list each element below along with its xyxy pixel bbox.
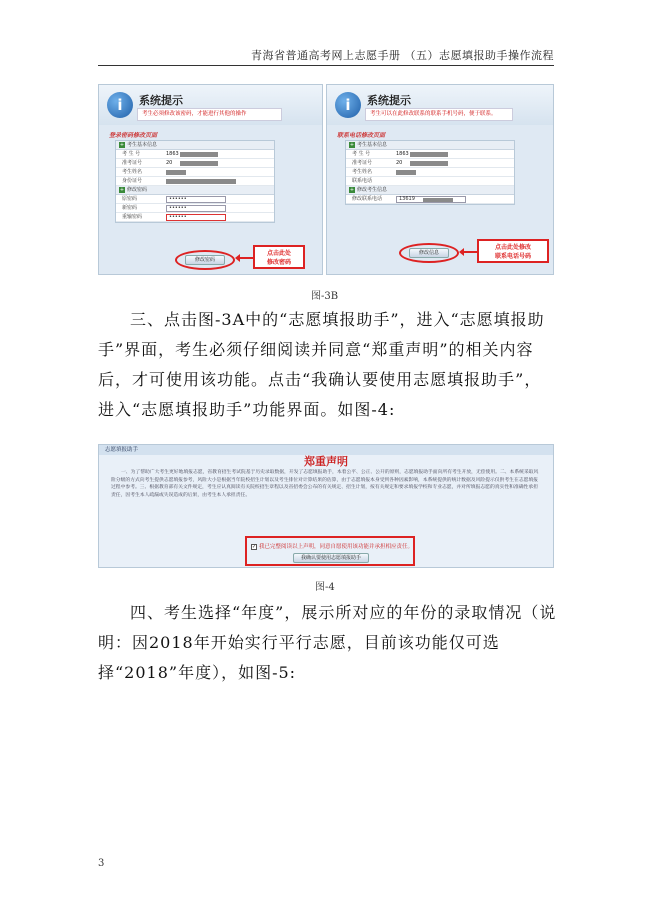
callout-change-phone: 点击此处修改 联系电话号码 <box>477 239 549 263</box>
page-heading: 登录密码修改页面 <box>109 132 158 139</box>
section-edit-info: + 修改考生信息 <box>346 186 514 195</box>
redacted-block <box>410 161 448 166</box>
redacted-block <box>166 179 236 184</box>
system-notice-bar <box>99 85 322 125</box>
new-password-input[interactable]: •••••• <box>166 205 226 212</box>
info-row: 考生姓名 <box>346 168 514 177</box>
system-notice-bar <box>327 85 553 125</box>
info-row: 身份证号 <box>116 177 274 186</box>
redacted-block <box>180 161 218 166</box>
highlight-ellipse <box>175 250 235 270</box>
info-icon: i <box>107 92 133 118</box>
checkbox[interactable]: ✓ <box>252 543 257 550</box>
figure-4 <box>98 444 554 568</box>
password-row: 原密码 •••••• <box>116 195 274 204</box>
page-heading: 联系电话修改页面 <box>337 132 386 139</box>
info-icon: i <box>335 92 361 118</box>
figure-3b <box>98 84 554 275</box>
redacted-block <box>180 152 218 157</box>
section-password: + 修改密码 <box>116 186 274 195</box>
expand-icon: + <box>349 141 355 148</box>
highlight-ellipse <box>399 243 459 263</box>
section-basic-info: + 考生基本信息 <box>116 141 274 150</box>
paragraph-step-3: 三、点击图-3A中的“志愿填报助手”，进入“志愿填报助手”界面，考生必须仔细阅读并同意“郑重声明”的相关内容后，才可使用该功能。点击“我确认要使用志愿填报助手”，进入“志愿填报助手”功能界面。如图-4: <box>98 310 545 419</box>
info-row: 考 生 号 1863 <box>116 150 274 159</box>
info-row: 联系电话 <box>346 177 514 186</box>
arrow-icon <box>463 251 477 253</box>
old-password-input[interactable]: •••••• <box>166 196 226 203</box>
confirm-password-input[interactable]: •••••• <box>166 214 226 221</box>
figure-4-caption: 图-4 <box>315 582 335 593</box>
password-row: 新密码 •••••• <box>116 204 274 213</box>
figure-3b-caption: 图-3B <box>311 291 339 302</box>
redacted-block <box>410 152 448 157</box>
declaration-body: 一、为了帮助广大考生更好地填报志愿，省教育招生考试院基于历史录取数据，开发了志愿填报助手，本着公平、公正、公开的原则，志愿填报助手面向所有考生开放，无偿使用。二、本系统采取风险分级的方式向考生提供志愿填报参考，风险大小是根据当年院校招生计划以及考生排位对计算结果的估算，由于志愿填报本身受到各种因素影响，本系统提供的统计数据及风险提示仅供考生在志愿填报过程中参考。三、根据教育部有关文件规定，考生应认真阅读有关院校招生章程以及省招委会公布的有关规定、招生计划，按有关规定和要求填报学校和专业志愿，并对所填报志愿的真实性和准确性承担责任，因考生本人疏漏或失误造成的后果，由考生本人承担责任。 <box>111 470 539 498</box>
page-header <box>98 44 554 66</box>
callout-change-password: 点击此处 修改密码 <box>253 245 305 269</box>
system-notice-title: 系统提示 <box>139 94 183 107</box>
password-form <box>115 140 275 223</box>
change-info-button[interactable]: 修改信息 <box>409 248 449 258</box>
system-notice-title: 系统提示 <box>367 94 411 107</box>
phone-change-screenshot <box>326 84 554 275</box>
helper-tab[interactable]: 志愿填报助手 <box>99 445 553 455</box>
expand-icon: + <box>119 141 125 148</box>
system-notice-message: 考生必须修改该密码，才能进行其他的操作 <box>137 108 282 121</box>
password-row: 重输密码 •••••• <box>116 213 274 222</box>
info-row: 考 生 号 1863 <box>346 150 514 159</box>
info-row: 准考证号 20 <box>116 159 274 168</box>
phone-input[interactable]: 13619 <box>396 196 466 203</box>
redacted-block <box>396 170 416 175</box>
info-row: 准考证号 20 <box>346 159 514 168</box>
header-title: 青海省普通高考网上志愿手册 （五）志愿填报助手操作流程 <box>251 49 554 62</box>
info-row: 考生姓名 <box>116 168 274 177</box>
redacted-block <box>166 170 186 175</box>
page-number: 3 <box>98 858 105 869</box>
password-change-screenshot <box>98 84 323 275</box>
redacted-block <box>423 198 453 202</box>
system-notice-message: 考生可以在此修改联系的联系手机号码，便于联系。 <box>365 108 513 121</box>
phone-row: 修改联系电话 13619 <box>346 195 514 204</box>
arrow-icon <box>239 257 253 259</box>
agree-checkbox-row[interactable]: ✓ 我已完整阅读以上声明，同意自愿使用该功能并承担相应责任。 <box>252 543 414 550</box>
paragraph-step-4: 四、考生选择“年度”，展示所对应的年份的录取情况（说明：因2018年开始实行平行志愿，目前该功能仅可选择“2018”年度），如图-5: <box>98 603 557 682</box>
phone-form <box>345 140 515 205</box>
expand-icon: + <box>349 186 355 193</box>
expand-icon: + <box>119 186 125 193</box>
declaration-title: 郑重声明 <box>304 455 348 468</box>
section-basic-info: + 考生基本信息 <box>346 141 514 150</box>
change-password-button[interactable]: 修改密码 <box>185 255 225 265</box>
confirm-highlight <box>245 536 415 566</box>
confirm-use-button[interactable]: 我确认要使用志愿填报助手 <box>293 553 369 563</box>
